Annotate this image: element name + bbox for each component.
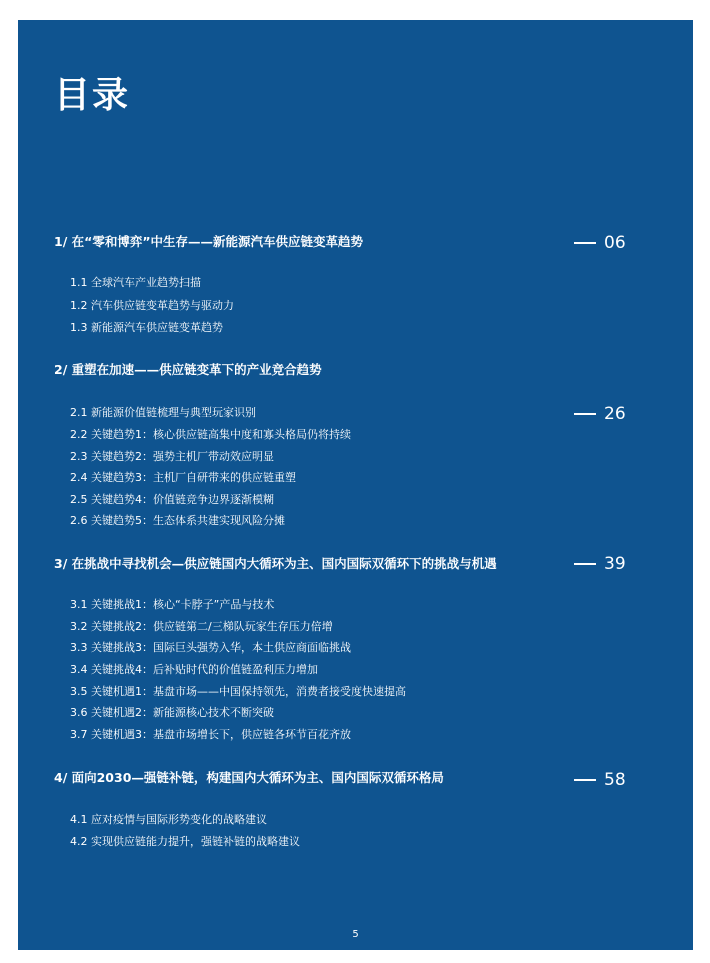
chapter-3-page: 39 — [604, 554, 626, 574]
section-2-6[interactable]: 2.6 关键趋势5：生态体系共建实现风险分摊 — [70, 514, 285, 527]
chapter-2-page: 26 — [604, 404, 626, 424]
section-3-4[interactable]: 3.4 关键挑战4：后补贴时代的价值链盈利压力增加 — [70, 663, 318, 676]
section-4-1[interactable]: 4.1 应对疫情与国际形势变化的战略建议 — [70, 813, 267, 826]
section-2-1[interactable]: 2.1 新能源价值链梳理与典型玩家识别 — [70, 406, 256, 419]
section-2-2[interactable]: 2.2 关键趋势1：核心供应链高集中度和寡头格局仍将持续 — [70, 428, 351, 441]
section-3-7[interactable]: 3.7 关键机遇3：基盘市场增长下，供应链各环节百花齐放 — [70, 728, 351, 741]
leader-dash — [574, 563, 596, 565]
chapter-4-page: 58 — [604, 770, 626, 790]
section-3-2[interactable]: 3.2 关键挑战2：供应链第二/三梯队玩家生存压力倍增 — [70, 620, 333, 633]
toc-page — [18, 20, 693, 950]
section-2-3[interactable]: 2.3 关键趋势2：强势主机厂带动效应明显 — [70, 450, 274, 463]
section-3-5[interactable]: 3.5 关键机遇1：基盘市场——中国保持领先，消费者接受度快速提高 — [70, 685, 406, 698]
chapter-2-page-ref — [574, 403, 626, 425]
leader-dash — [574, 413, 596, 415]
leader-dash — [574, 242, 596, 244]
section-1-1[interactable]: 1.1 全球汽车产业趋势扫描 — [70, 276, 201, 289]
leader-dash — [574, 779, 596, 781]
page-number: 5 — [352, 929, 359, 940]
section-4-2[interactable]: 4.2 实现供应链能力提升，强链补链的战略建议 — [70, 835, 300, 848]
section-3-3[interactable]: 3.3 关键挑战3：国际巨头强势入华，本土供应商面临挑战 — [70, 641, 351, 654]
page-title: 目录 — [54, 75, 131, 116]
chapter-4-title[interactable]: 4/ 面向2030—强链补链，构建国内大循环为主、国内国际双循环格局 — [54, 770, 444, 785]
section-3-6[interactable]: 3.6 关键机遇2：新能源核心技术不断突破 — [70, 706, 274, 719]
chapter-1-page: 06 — [604, 233, 626, 253]
section-3-1[interactable]: 3.1 关键挑战1：核心“卡脖子”产品与技术 — [70, 598, 275, 611]
chapter-2-title[interactable]: 2/ 重塑在加速——供应链变革下的产业竞合趋势 — [54, 362, 322, 377]
section-1-2[interactable]: 1.2 汽车供应链变革趋势与驱动力 — [70, 299, 234, 312]
section-1-3[interactable]: 1.3 新能源汽车供应链变革趋势 — [70, 321, 223, 334]
chapter-1-title[interactable]: 1/ 在“零和博弈”中生存——新能源汽车供应链变革趋势 — [54, 234, 364, 249]
section-2-4[interactable]: 2.4 关键趋势3：主机厂自研带来的供应链重塑 — [70, 471, 296, 484]
chapter-3-page-ref — [574, 553, 626, 575]
chapter-1-page-ref — [574, 232, 626, 254]
chapter-4-page-ref — [574, 769, 626, 791]
chapter-3-title[interactable]: 3/ 在挑战中寻找机会—供应链国内大循环为主、国内国际双循环下的挑战与机遇 — [54, 556, 497, 571]
section-2-5[interactable]: 2.5 关键趋势4：价值链竞争边界逐渐模糊 — [70, 493, 274, 506]
